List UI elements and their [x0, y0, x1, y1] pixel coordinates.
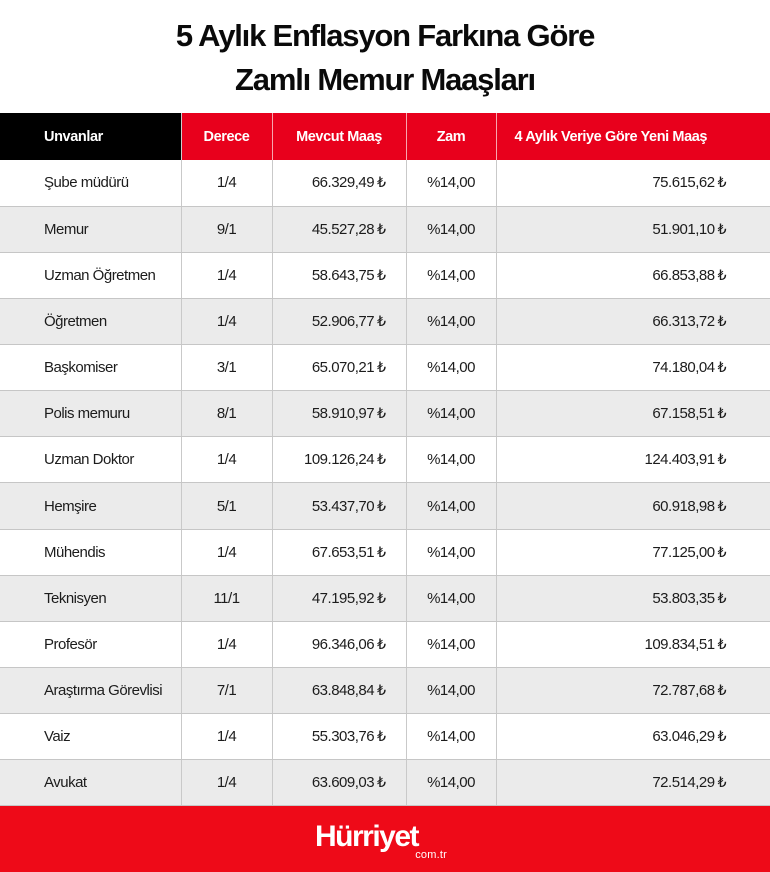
cell-raise	[406, 668, 496, 714]
cell-new-salary-value: 63.046,29	[652, 728, 715, 746]
lira-icon: ₺	[377, 174, 386, 191]
cell-degree	[181, 298, 272, 344]
lira-icon: ₺	[717, 451, 726, 468]
cell-current-salary	[272, 483, 406, 529]
cell-title	[0, 437, 181, 483]
cell-new-salary-value: 53.803,35	[652, 589, 715, 607]
lira-icon: ₺	[717, 728, 726, 745]
table-row	[0, 437, 770, 483]
cell-current-salary-value: 53.437,70	[311, 497, 375, 515]
cell-degree	[181, 391, 272, 437]
lira-icon: ₺	[717, 543, 726, 560]
cell-degree-value: 1/4	[216, 543, 237, 561]
cell-title-value: Başkomiser	[44, 359, 118, 377]
cell-current-salary	[272, 529, 406, 575]
cell-degree	[181, 575, 272, 621]
cell-degree	[181, 483, 272, 529]
table-header-row	[0, 113, 770, 160]
cell-new-salary-value: 66.853,88	[652, 266, 715, 284]
cell-title	[0, 206, 181, 252]
cell-new-salary-value: 75.615,62	[652, 174, 715, 192]
lira-icon: ₺	[377, 728, 386, 745]
cell-raise	[406, 437, 496, 483]
cell-title	[0, 160, 181, 206]
cell-raise-value: %14,00	[427, 266, 475, 284]
cell-degree-value: 1/4	[216, 266, 237, 284]
cell-raise	[406, 483, 496, 529]
footer-bar	[0, 806, 770, 872]
cell-raise	[406, 529, 496, 575]
cell-raise-value: %14,00	[427, 497, 475, 515]
cell-degree-value: 1/4	[216, 312, 237, 330]
cell-degree	[181, 345, 272, 391]
cell-raise-value: %14,00	[427, 635, 475, 653]
cell-current-salary	[272, 160, 406, 206]
lira-icon: ₺	[377, 312, 386, 329]
cell-title-value: Teknisyen	[44, 589, 107, 607]
column-header-new-salary: 4 Aylık Veriye Göre Yeni Maaş	[496, 113, 770, 160]
cell-raise	[406, 391, 496, 437]
table-row	[0, 714, 770, 760]
cell-current-salary-value: 58.643,75	[311, 266, 375, 284]
lira-icon: ₺	[377, 405, 386, 422]
cell-new-salary-value: 67.158,51	[652, 405, 715, 423]
column-header-title: Unvanlar	[0, 113, 181, 160]
column-header-raise: Zam	[406, 113, 496, 160]
cell-new-salary-value: 109.834,51	[644, 635, 715, 653]
cell-new-salary-value: 60.918,98	[652, 497, 715, 515]
cell-degree-value: 8/1	[216, 405, 237, 423]
lira-icon: ₺	[717, 682, 726, 699]
cell-title-value: Mühendis	[44, 543, 106, 561]
cell-degree	[181, 252, 272, 298]
lira-icon: ₺	[377, 635, 386, 652]
table-row	[0, 345, 770, 391]
lira-icon: ₺	[377, 682, 386, 699]
cell-current-salary-value: 52.906,77	[311, 312, 375, 330]
cell-current-salary	[272, 391, 406, 437]
cell-title	[0, 529, 181, 575]
lira-icon: ₺	[717, 497, 726, 514]
cell-new-salary	[496, 760, 770, 806]
table-row	[0, 391, 770, 437]
table-row	[0, 298, 770, 344]
lira-icon: ₺	[717, 220, 726, 237]
cell-raise	[406, 206, 496, 252]
cell-degree-value: 1/4	[216, 728, 237, 746]
lira-icon: ₺	[377, 497, 386, 514]
lira-icon: ₺	[717, 312, 726, 329]
cell-degree	[181, 714, 272, 760]
column-header-current-salary: Mevcut Maaş	[272, 113, 406, 160]
cell-title	[0, 760, 181, 806]
cell-new-salary	[496, 206, 770, 252]
cell-title	[0, 621, 181, 667]
cell-degree	[181, 437, 272, 483]
cell-title-value: Şube müdürü	[44, 174, 129, 192]
cell-degree-value: 7/1	[216, 682, 237, 700]
cell-current-salary	[272, 714, 406, 760]
lira-icon: ₺	[717, 405, 726, 422]
cell-title-value: Uzman Öğretmen	[44, 266, 156, 284]
cell-title	[0, 714, 181, 760]
cell-raise-value: %14,00	[427, 543, 475, 561]
cell-new-salary	[496, 621, 770, 667]
cell-current-salary	[272, 252, 406, 298]
cell-current-salary	[272, 298, 406, 344]
cell-current-salary	[272, 668, 406, 714]
cell-title-value: Uzman Doktor	[44, 451, 134, 469]
cell-raise-value: %14,00	[427, 359, 475, 377]
lira-icon: ₺	[377, 451, 386, 468]
cell-raise	[406, 760, 496, 806]
cell-raise	[406, 575, 496, 621]
cell-degree-value: 1/4	[216, 774, 237, 792]
lira-icon: ₺	[717, 359, 726, 376]
table-row	[0, 760, 770, 806]
cell-raise	[406, 345, 496, 391]
cell-raise-value: %14,00	[427, 405, 475, 423]
cell-title-value: Memur	[44, 220, 89, 238]
cell-raise	[406, 252, 496, 298]
cell-title	[0, 668, 181, 714]
table-row	[0, 160, 770, 206]
cell-raise-value: %14,00	[427, 774, 475, 792]
cell-new-salary	[496, 391, 770, 437]
cell-degree	[181, 529, 272, 575]
cell-title	[0, 345, 181, 391]
cell-raise	[406, 621, 496, 667]
cell-raise-value: %14,00	[427, 451, 475, 469]
cell-degree-value: 3/1	[216, 359, 237, 377]
cell-new-salary-value: 72.787,68	[652, 682, 715, 700]
cell-new-salary	[496, 668, 770, 714]
table-row	[0, 621, 770, 667]
cell-title-value: Polis memuru	[44, 405, 130, 423]
lira-icon: ₺	[717, 774, 726, 791]
cell-degree-value: 1/4	[216, 635, 237, 653]
cell-raise-value: %14,00	[427, 174, 475, 192]
cell-title	[0, 575, 181, 621]
cell-current-salary-value: 96.346,06	[311, 635, 375, 653]
cell-title-value: Araştırma Görevlisi	[44, 682, 163, 700]
cell-new-salary	[496, 714, 770, 760]
salary-table	[0, 113, 770, 806]
cell-new-salary-value: 74.180,04	[652, 359, 715, 377]
table-row	[0, 529, 770, 575]
cell-new-salary	[496, 252, 770, 298]
cell-current-salary	[272, 206, 406, 252]
hurriyet-logo	[315, 814, 455, 864]
lira-icon: ₺	[377, 266, 386, 283]
cell-title	[0, 483, 181, 529]
cell-degree-value: 5/1	[216, 497, 237, 515]
cell-current-salary-value: 66.329,49	[311, 174, 375, 192]
column-header-degree: Derece	[181, 113, 272, 160]
cell-current-salary-value: 55.303,76	[311, 728, 375, 746]
lira-icon: ₺	[377, 543, 386, 560]
title-line-1: 5 Aylık Enflasyon Farkına Göre	[175, 17, 595, 53]
table-row	[0, 483, 770, 529]
lira-icon: ₺	[377, 589, 386, 606]
cell-title	[0, 252, 181, 298]
cell-degree-value: 11/1	[213, 589, 240, 607]
cell-current-salary-value: 45.527,28	[311, 220, 375, 238]
title-line-2: Zamlı Memur Maaşları	[235, 61, 535, 97]
cell-new-salary-value: 66.313,72	[652, 312, 715, 330]
lira-icon: ₺	[717, 589, 726, 606]
cell-raise-value: %14,00	[427, 312, 475, 330]
cell-current-salary	[272, 575, 406, 621]
cell-current-salary	[272, 437, 406, 483]
cell-title-value: Hemşire	[44, 497, 97, 515]
cell-new-salary	[496, 483, 770, 529]
cell-current-salary-value: 63.848,84	[311, 682, 375, 700]
cell-title-value: Öğretmen	[44, 312, 107, 330]
cell-raise-value: %14,00	[427, 589, 475, 607]
lira-icon: ₺	[717, 174, 726, 191]
cell-current-salary	[272, 621, 406, 667]
logo-subtext: com.tr	[415, 849, 447, 861]
cell-current-salary	[272, 345, 406, 391]
cell-degree	[181, 668, 272, 714]
cell-current-salary-value: 65.070,21	[311, 359, 375, 377]
cell-raise	[406, 160, 496, 206]
cell-degree-value: 9/1	[216, 220, 237, 238]
cell-title	[0, 391, 181, 437]
cell-raise	[406, 298, 496, 344]
cell-degree	[181, 621, 272, 667]
cell-new-salary	[496, 298, 770, 344]
cell-new-salary-value: 124.403,91	[644, 451, 715, 469]
table-body	[0, 160, 770, 806]
cell-degree	[181, 206, 272, 252]
table-row	[0, 206, 770, 252]
lira-icon: ₺	[717, 266, 726, 283]
table-row	[0, 252, 770, 298]
cell-new-salary	[496, 160, 770, 206]
cell-current-salary	[272, 760, 406, 806]
cell-current-salary-value: 109.126,24	[304, 451, 375, 469]
cell-new-salary-value: 72.514,29	[652, 774, 715, 792]
cell-current-salary-value: 47.195,92	[311, 589, 375, 607]
cell-new-salary	[496, 529, 770, 575]
cell-raise-value: %14,00	[427, 728, 475, 746]
lira-icon: ₺	[377, 220, 386, 237]
cell-current-salary-value: 67.653,51	[311, 543, 375, 561]
cell-new-salary-value: 51.901,10	[652, 220, 715, 238]
lira-icon: ₺	[717, 635, 726, 652]
cell-title-value: Vaiz	[44, 728, 71, 746]
logo-text: Hürriyet	[315, 820, 419, 853]
cell-raise-value: %14,00	[427, 220, 475, 238]
cell-degree-value: 1/4	[216, 451, 237, 469]
cell-title-value: Profesör	[44, 635, 97, 653]
cell-raise	[406, 714, 496, 760]
table-row	[0, 575, 770, 621]
cell-title-value: Avukat	[44, 774, 87, 792]
table-row	[0, 668, 770, 714]
lira-icon: ₺	[377, 359, 386, 376]
lira-icon: ₺	[377, 774, 386, 791]
cell-current-salary-value: 58.910,97	[311, 405, 375, 423]
cell-new-salary-value: 77.125,00	[652, 543, 715, 561]
cell-degree	[181, 160, 272, 206]
cell-degree	[181, 760, 272, 806]
cell-new-salary	[496, 575, 770, 621]
cell-new-salary	[496, 437, 770, 483]
page-title	[0, 0, 770, 113]
cell-new-salary	[496, 345, 770, 391]
cell-current-salary-value: 63.609,03	[311, 774, 375, 792]
cell-title	[0, 298, 181, 344]
cell-degree-value: 1/4	[216, 174, 237, 192]
cell-raise-value: %14,00	[427, 682, 475, 700]
